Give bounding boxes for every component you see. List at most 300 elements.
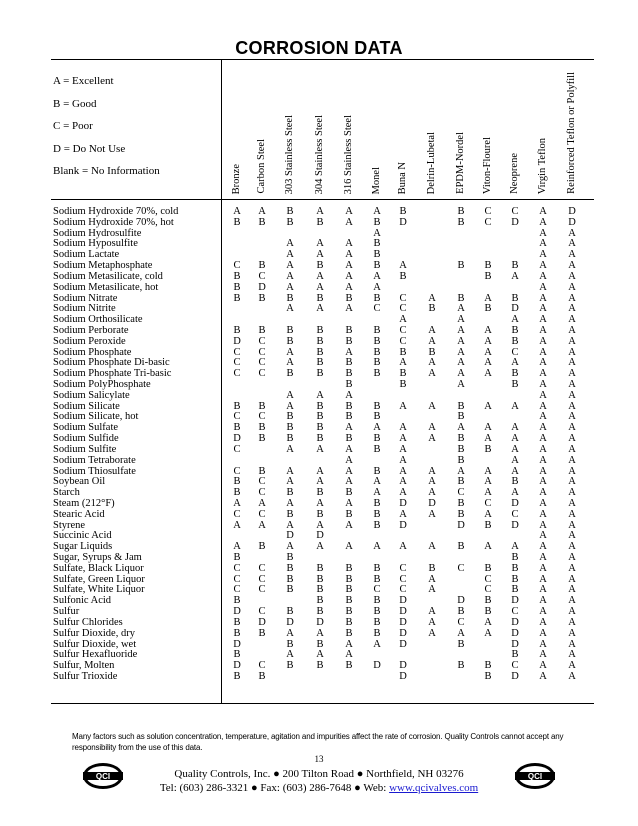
rating-cell: B — [286, 292, 294, 304]
rating-cell: A — [373, 476, 381, 488]
rating-cell: B — [286, 422, 294, 434]
rating-cell: B — [428, 303, 436, 315]
rating-cell: B — [316, 595, 324, 607]
rating-cell: B — [373, 433, 381, 445]
rating-cell: A — [539, 670, 547, 682]
rating-cell: A — [484, 422, 492, 434]
rating-cell: B — [457, 454, 465, 466]
rating-cell: A — [568, 400, 576, 412]
rating-cell: A — [568, 519, 576, 531]
rating-cell: A — [345, 476, 353, 488]
legend-poor: C = Poor — [53, 120, 93, 133]
rating-cell: A — [399, 476, 407, 488]
rating-cell: A — [539, 335, 547, 347]
chemical-name: Styrene — [53, 519, 86, 531]
rating-cell: B — [345, 627, 353, 639]
chemical-name: Sodium Hyposulfite — [53, 238, 138, 250]
column-header: Carbon Steel — [256, 139, 267, 194]
rating-cell: A — [428, 487, 436, 499]
rating-cell: C — [258, 508, 266, 520]
chemical-name: Sodium Silicate — [53, 400, 120, 412]
rating-cell: A — [286, 389, 294, 401]
rating-cell: C — [258, 573, 266, 585]
rating-cell: B — [511, 562, 519, 574]
rating-cell: C — [258, 606, 266, 618]
rating-cell: A — [539, 638, 547, 650]
rating-cell: A — [539, 433, 547, 445]
rating-cell: A — [568, 508, 576, 520]
rating-cell: A — [539, 552, 547, 563]
chemical-name: Sodium PolyPhosphate — [53, 379, 151, 390]
rating-cell: A — [286, 476, 294, 488]
chemical-name: Sulfate, Green Liquor — [53, 573, 145, 585]
rating-cell: A — [286, 249, 294, 261]
rating-cell: B — [316, 573, 324, 585]
rating-cell: D — [511, 497, 519, 509]
rating-cell: B — [457, 541, 465, 553]
chemical-name: Sodium Metasilicate, hot — [53, 281, 159, 293]
rating-cell: B — [316, 324, 324, 336]
rating-cell: C — [233, 584, 241, 596]
rating-cell: B — [511, 573, 519, 585]
rating-cell: B — [316, 487, 324, 499]
rating-cell: B — [316, 216, 324, 228]
rating-cell: A — [316, 465, 324, 477]
chemical-name: Sodium Orthosilicate — [53, 314, 143, 326]
chemical-name: Sulfur, Molten — [53, 660, 115, 672]
column-header: 304 Stainless Steel — [314, 114, 325, 194]
rating-cell: B — [373, 368, 381, 380]
rating-cell: A — [373, 487, 381, 499]
rating-cell: A — [511, 487, 519, 499]
rating-cell: A — [233, 541, 241, 553]
rating-cell: B — [373, 238, 381, 250]
column-header: Monel — [371, 166, 382, 194]
rating-cell: A — [568, 227, 576, 239]
rating-cell: A — [316, 649, 324, 661]
rating-cell: A — [316, 249, 324, 261]
rating-cell: A — [316, 238, 324, 250]
column-header: Buna N — [397, 161, 408, 194]
rating-cell: C — [457, 487, 465, 499]
rating-cell: B — [457, 476, 465, 488]
rating-cell: A — [568, 292, 576, 304]
rating-cell: B — [484, 562, 492, 574]
rating-cell: A — [286, 238, 294, 250]
rating-cell: A — [373, 422, 381, 434]
rating-cell: B — [399, 368, 407, 380]
rating-cell: A — [539, 379, 547, 390]
chemical-name: Succinic Acid — [53, 530, 112, 542]
rating-cell: C — [258, 562, 266, 574]
rating-cell: A — [568, 627, 576, 639]
rating-cell: B — [345, 606, 353, 618]
rating-cell: A — [399, 260, 407, 272]
rating-cell: B — [457, 292, 465, 304]
rating-cell: B — [457, 638, 465, 650]
rating-cell: A — [484, 324, 492, 336]
rating-cell: A — [539, 411, 547, 423]
rating-cell: A — [428, 606, 436, 618]
rating-cell: B — [286, 206, 294, 217]
rating-cell: A — [399, 487, 407, 499]
rating-cell: D — [233, 335, 241, 347]
rating-cell: B — [286, 411, 294, 423]
column-header: Bronze — [231, 163, 242, 194]
rating-cell: A — [539, 530, 547, 542]
rating-cell: A — [428, 541, 436, 553]
rating-cell: B — [316, 357, 324, 369]
rating-cell: A — [316, 519, 324, 531]
chemical-name: Soybean Oil — [53, 476, 106, 488]
column-header: Virgin Teflon — [537, 137, 548, 194]
rating-cell: A — [457, 422, 465, 434]
table-row — [53, 510, 598, 521]
rating-cell: C — [457, 562, 465, 574]
rating-cell: B — [316, 346, 324, 358]
rating-cell: A — [539, 292, 547, 304]
rating-cell: B — [345, 616, 353, 628]
rating-cell: B — [428, 562, 436, 574]
table-row — [53, 456, 598, 467]
rating-cell: B — [286, 324, 294, 336]
rating-cell: A — [345, 249, 353, 261]
rating-cell: B — [511, 379, 519, 390]
rating-cell: D — [511, 519, 519, 531]
rating-cell: A — [399, 433, 407, 445]
rating-cell: D — [511, 638, 519, 650]
rating-cell: B — [373, 562, 381, 574]
table-row — [53, 564, 598, 575]
rating-cell: A — [399, 465, 407, 477]
rating-cell: B — [345, 357, 353, 369]
rating-cell: A — [345, 497, 353, 509]
rating-cell: A — [568, 357, 576, 369]
rating-cell: C — [258, 487, 266, 499]
rating-cell: A — [568, 552, 576, 563]
rating-cell: C — [484, 216, 492, 228]
table-header-rule — [51, 199, 594, 200]
rating-cell: A — [428, 627, 436, 639]
rating-cell: B — [457, 433, 465, 445]
chemical-name: Sodium Peroxide — [53, 335, 126, 347]
rating-cell: B — [316, 260, 324, 272]
chemical-name: Sulfur Hexafluoride — [53, 649, 138, 661]
rating-cell: D — [258, 616, 266, 628]
rating-cell: A — [568, 573, 576, 585]
rating-cell: B — [316, 584, 324, 596]
rating-cell: A — [373, 227, 381, 239]
chemical-name: Sulfur Chlorides — [53, 616, 123, 628]
rating-cell: B — [233, 627, 241, 639]
rating-cell: B — [316, 368, 324, 380]
rating-cell: A — [539, 595, 547, 607]
rating-cell: B — [258, 541, 266, 553]
rating-cell: B — [233, 595, 241, 607]
chemical-name: Sulfur Dioxide, wet — [53, 638, 137, 650]
rating-cell: A — [484, 508, 492, 520]
table-row — [53, 629, 598, 640]
rating-cell: B — [511, 335, 519, 347]
chemical-name: Sulfate, Black Liquor — [53, 562, 144, 574]
rating-cell: C — [233, 260, 241, 272]
page-title: CORROSION DATA — [235, 38, 403, 58]
rating-cell: A — [399, 400, 407, 412]
table-row — [53, 521, 598, 532]
rating-cell: A — [511, 454, 519, 466]
rating-cell: D — [399, 660, 407, 672]
rating-cell: B — [345, 573, 353, 585]
rating-cell: B — [316, 433, 324, 445]
rating-cell: D — [316, 616, 324, 628]
rating-cell: B — [233, 324, 241, 336]
rating-cell: B — [428, 346, 436, 358]
rating-cell: B — [286, 335, 294, 347]
rating-cell: A — [539, 249, 547, 261]
rating-cell: A — [539, 303, 547, 315]
rating-cell: B — [373, 465, 381, 477]
rating-cell: D — [568, 216, 576, 228]
rating-cell: A — [539, 606, 547, 618]
rating-cell: B — [373, 616, 381, 628]
logo-text-right: QCI — [527, 772, 543, 781]
footer-address: Quality Controls, Inc. ● 200 Tilton Road ● Northfield, NH 03276 — [174, 768, 464, 780]
rating-cell: A — [399, 454, 407, 466]
rating-cell: B — [373, 606, 381, 618]
rating-cell: A — [373, 270, 381, 282]
rating-cell: A — [511, 422, 519, 434]
rating-cell: A — [457, 357, 465, 369]
rating-cell: A — [568, 465, 576, 477]
rating-cell: B — [286, 368, 294, 380]
rating-cell: C — [258, 346, 266, 358]
rating-cell: B — [233, 216, 241, 228]
rating-cell: A — [457, 324, 465, 336]
rating-cell: A — [345, 649, 353, 661]
rating-cell: A — [457, 335, 465, 347]
rating-cell: A — [428, 465, 436, 477]
rating-cell: A — [568, 541, 576, 553]
rating-cell: A — [428, 357, 436, 369]
rating-cell: B — [233, 616, 241, 628]
rating-cell: C — [258, 411, 266, 423]
column-header: 303 Stainless Steel — [284, 114, 295, 194]
rating-cell: B — [345, 584, 353, 596]
rating-cell: A — [345, 465, 353, 477]
rating-cell: B — [286, 552, 294, 563]
rating-cell: A — [568, 260, 576, 272]
rating-cell: A — [539, 270, 547, 282]
chemical-name: Sulfur Trioxide — [53, 670, 118, 682]
rating-cell: A — [399, 357, 407, 369]
rating-cell: B — [484, 660, 492, 672]
rating-cell: D — [399, 595, 407, 607]
rating-cell: B — [345, 595, 353, 607]
rating-cell: B — [258, 465, 266, 477]
legend-excellent: A = Excellent — [53, 75, 114, 87]
table-row — [53, 239, 598, 250]
rating-cell: A — [428, 292, 436, 304]
rating-cell: C — [373, 584, 381, 596]
rating-cell: B — [373, 324, 381, 336]
rating-cell: B — [511, 292, 519, 304]
rating-cell: A — [568, 324, 576, 336]
rating-cell: B — [373, 595, 381, 607]
rating-cell: B — [258, 627, 266, 639]
website-link[interactable]: www.qcivalves.com — [389, 782, 479, 794]
chemical-name: Starch — [53, 487, 80, 499]
rating-cell: A — [568, 281, 576, 293]
rating-cell: B — [373, 249, 381, 261]
rating-cell: A — [568, 303, 576, 315]
rating-cell: A — [316, 497, 324, 509]
rating-cell: D — [568, 206, 576, 217]
rating-cell: B — [316, 411, 324, 423]
rating-cell: C — [258, 335, 266, 347]
rating-cell: B — [511, 476, 519, 488]
rating-cell: C — [233, 346, 241, 358]
rating-cell: B — [457, 443, 465, 455]
rating-cell: B — [511, 584, 519, 596]
rating-cell: B — [399, 346, 407, 358]
rating-cell: A — [568, 411, 576, 423]
rating-cell: A — [568, 670, 576, 682]
rating-cell: A — [428, 400, 436, 412]
rating-cell: B — [484, 303, 492, 315]
rating-cell: D — [511, 595, 519, 607]
rating-cell: A — [539, 573, 547, 585]
rating-cell: A — [568, 584, 576, 596]
rating-cell: A — [539, 357, 547, 369]
rating-cell: B — [457, 206, 465, 217]
rating-cell: B — [345, 487, 353, 499]
chemical-name: Sodium Lactate — [53, 249, 120, 261]
rating-cell: C — [233, 411, 241, 423]
rating-cell: C — [258, 368, 266, 380]
chemical-name: Sodium Perborate — [53, 324, 129, 336]
rating-cell: B — [258, 433, 266, 445]
table-row — [53, 391, 598, 402]
rating-cell: A — [316, 270, 324, 282]
rating-cell: A — [428, 573, 436, 585]
rating-cell: A — [539, 487, 547, 499]
rating-cell: A — [457, 346, 465, 358]
chemical-name: Sodium Phosphate Tri-basic — [53, 368, 172, 380]
rating-cell: A — [428, 433, 436, 445]
rating-cell: B — [345, 660, 353, 672]
corrosion-table-body — [53, 207, 598, 683]
rating-cell: B — [316, 660, 324, 672]
rating-cell: D — [233, 660, 241, 672]
rating-cell: B — [345, 562, 353, 574]
chemical-name: Sugar Liquids — [53, 541, 113, 553]
rating-cell: A — [539, 616, 547, 628]
rating-cell: A — [568, 249, 576, 261]
table-bottom-rule — [51, 703, 594, 704]
rating-cell: A — [457, 303, 465, 315]
rating-cell: B — [258, 292, 266, 304]
rating-cell: B — [316, 508, 324, 520]
rating-cell: C — [233, 573, 241, 585]
rating-cell: C — [484, 573, 492, 585]
rating-cell: D — [511, 627, 519, 639]
rating-cell: A — [286, 519, 294, 531]
rating-cell: A — [484, 465, 492, 477]
rating-cell: A — [258, 519, 266, 531]
rating-cell: B — [345, 379, 353, 390]
page-number: 13 — [314, 754, 324, 764]
rating-cell: B — [233, 281, 241, 293]
rating-cell: A — [484, 541, 492, 553]
rating-cell: B — [345, 292, 353, 304]
rating-cell: D — [511, 670, 519, 682]
rating-cell: A — [286, 649, 294, 661]
rating-cell: B — [484, 606, 492, 618]
rating-cell: A — [286, 400, 294, 412]
rating-cell: A — [539, 368, 547, 380]
chemical-name: Sodium Sulfide — [53, 433, 119, 445]
rating-cell: A — [428, 508, 436, 520]
rating-cell: A — [345, 260, 353, 272]
rating-cell: B — [399, 379, 407, 390]
rating-cell: A — [568, 238, 576, 250]
rating-cell: C — [233, 443, 241, 455]
chemical-name: Sugar, Syrups & Jam — [53, 552, 142, 563]
table-row — [53, 283, 598, 294]
rating-cell: B — [345, 508, 353, 520]
rating-cell: B — [286, 508, 294, 520]
rating-cell: A — [568, 638, 576, 650]
rating-cell: B — [233, 670, 241, 682]
rating-cell: A — [568, 314, 576, 326]
rating-cell: A — [484, 335, 492, 347]
rating-cell: A — [484, 368, 492, 380]
rating-cell: A — [539, 562, 547, 574]
rating-cell: A — [457, 465, 465, 477]
rating-cell: A — [428, 584, 436, 596]
rating-cell: A — [457, 314, 465, 326]
rating-cell: B — [233, 270, 241, 282]
rating-cell: B — [373, 260, 381, 272]
rating-cell: C — [457, 616, 465, 628]
rating-cell: A — [316, 281, 324, 293]
rating-cell: C — [484, 497, 492, 509]
chemical-name: Sodium Hydroxide 70%, hot — [53, 216, 174, 228]
rating-cell: B — [511, 649, 519, 661]
rating-cell: D — [399, 616, 407, 628]
rating-cell: D — [233, 606, 241, 618]
rating-cell: B — [286, 606, 294, 618]
rating-cell: A — [568, 335, 576, 347]
rating-cell: A — [511, 357, 519, 369]
rating-cell: A — [539, 584, 547, 596]
rating-cell: A — [539, 206, 547, 217]
rating-cell: D — [286, 616, 294, 628]
rating-cell: D — [399, 497, 407, 509]
rating-cell: D — [457, 519, 465, 531]
rating-cell: B — [316, 606, 324, 618]
rating-cell: A — [233, 497, 241, 509]
rating-cell: C — [511, 660, 519, 672]
rating-cell: B — [286, 433, 294, 445]
rating-cell: A — [316, 206, 324, 217]
rating-cell: B — [373, 400, 381, 412]
rating-cell: B — [457, 497, 465, 509]
rating-cell: B — [373, 292, 381, 304]
rating-cell: A — [484, 292, 492, 304]
rating-cell: A — [568, 649, 576, 661]
rating-cell: A — [539, 216, 547, 228]
